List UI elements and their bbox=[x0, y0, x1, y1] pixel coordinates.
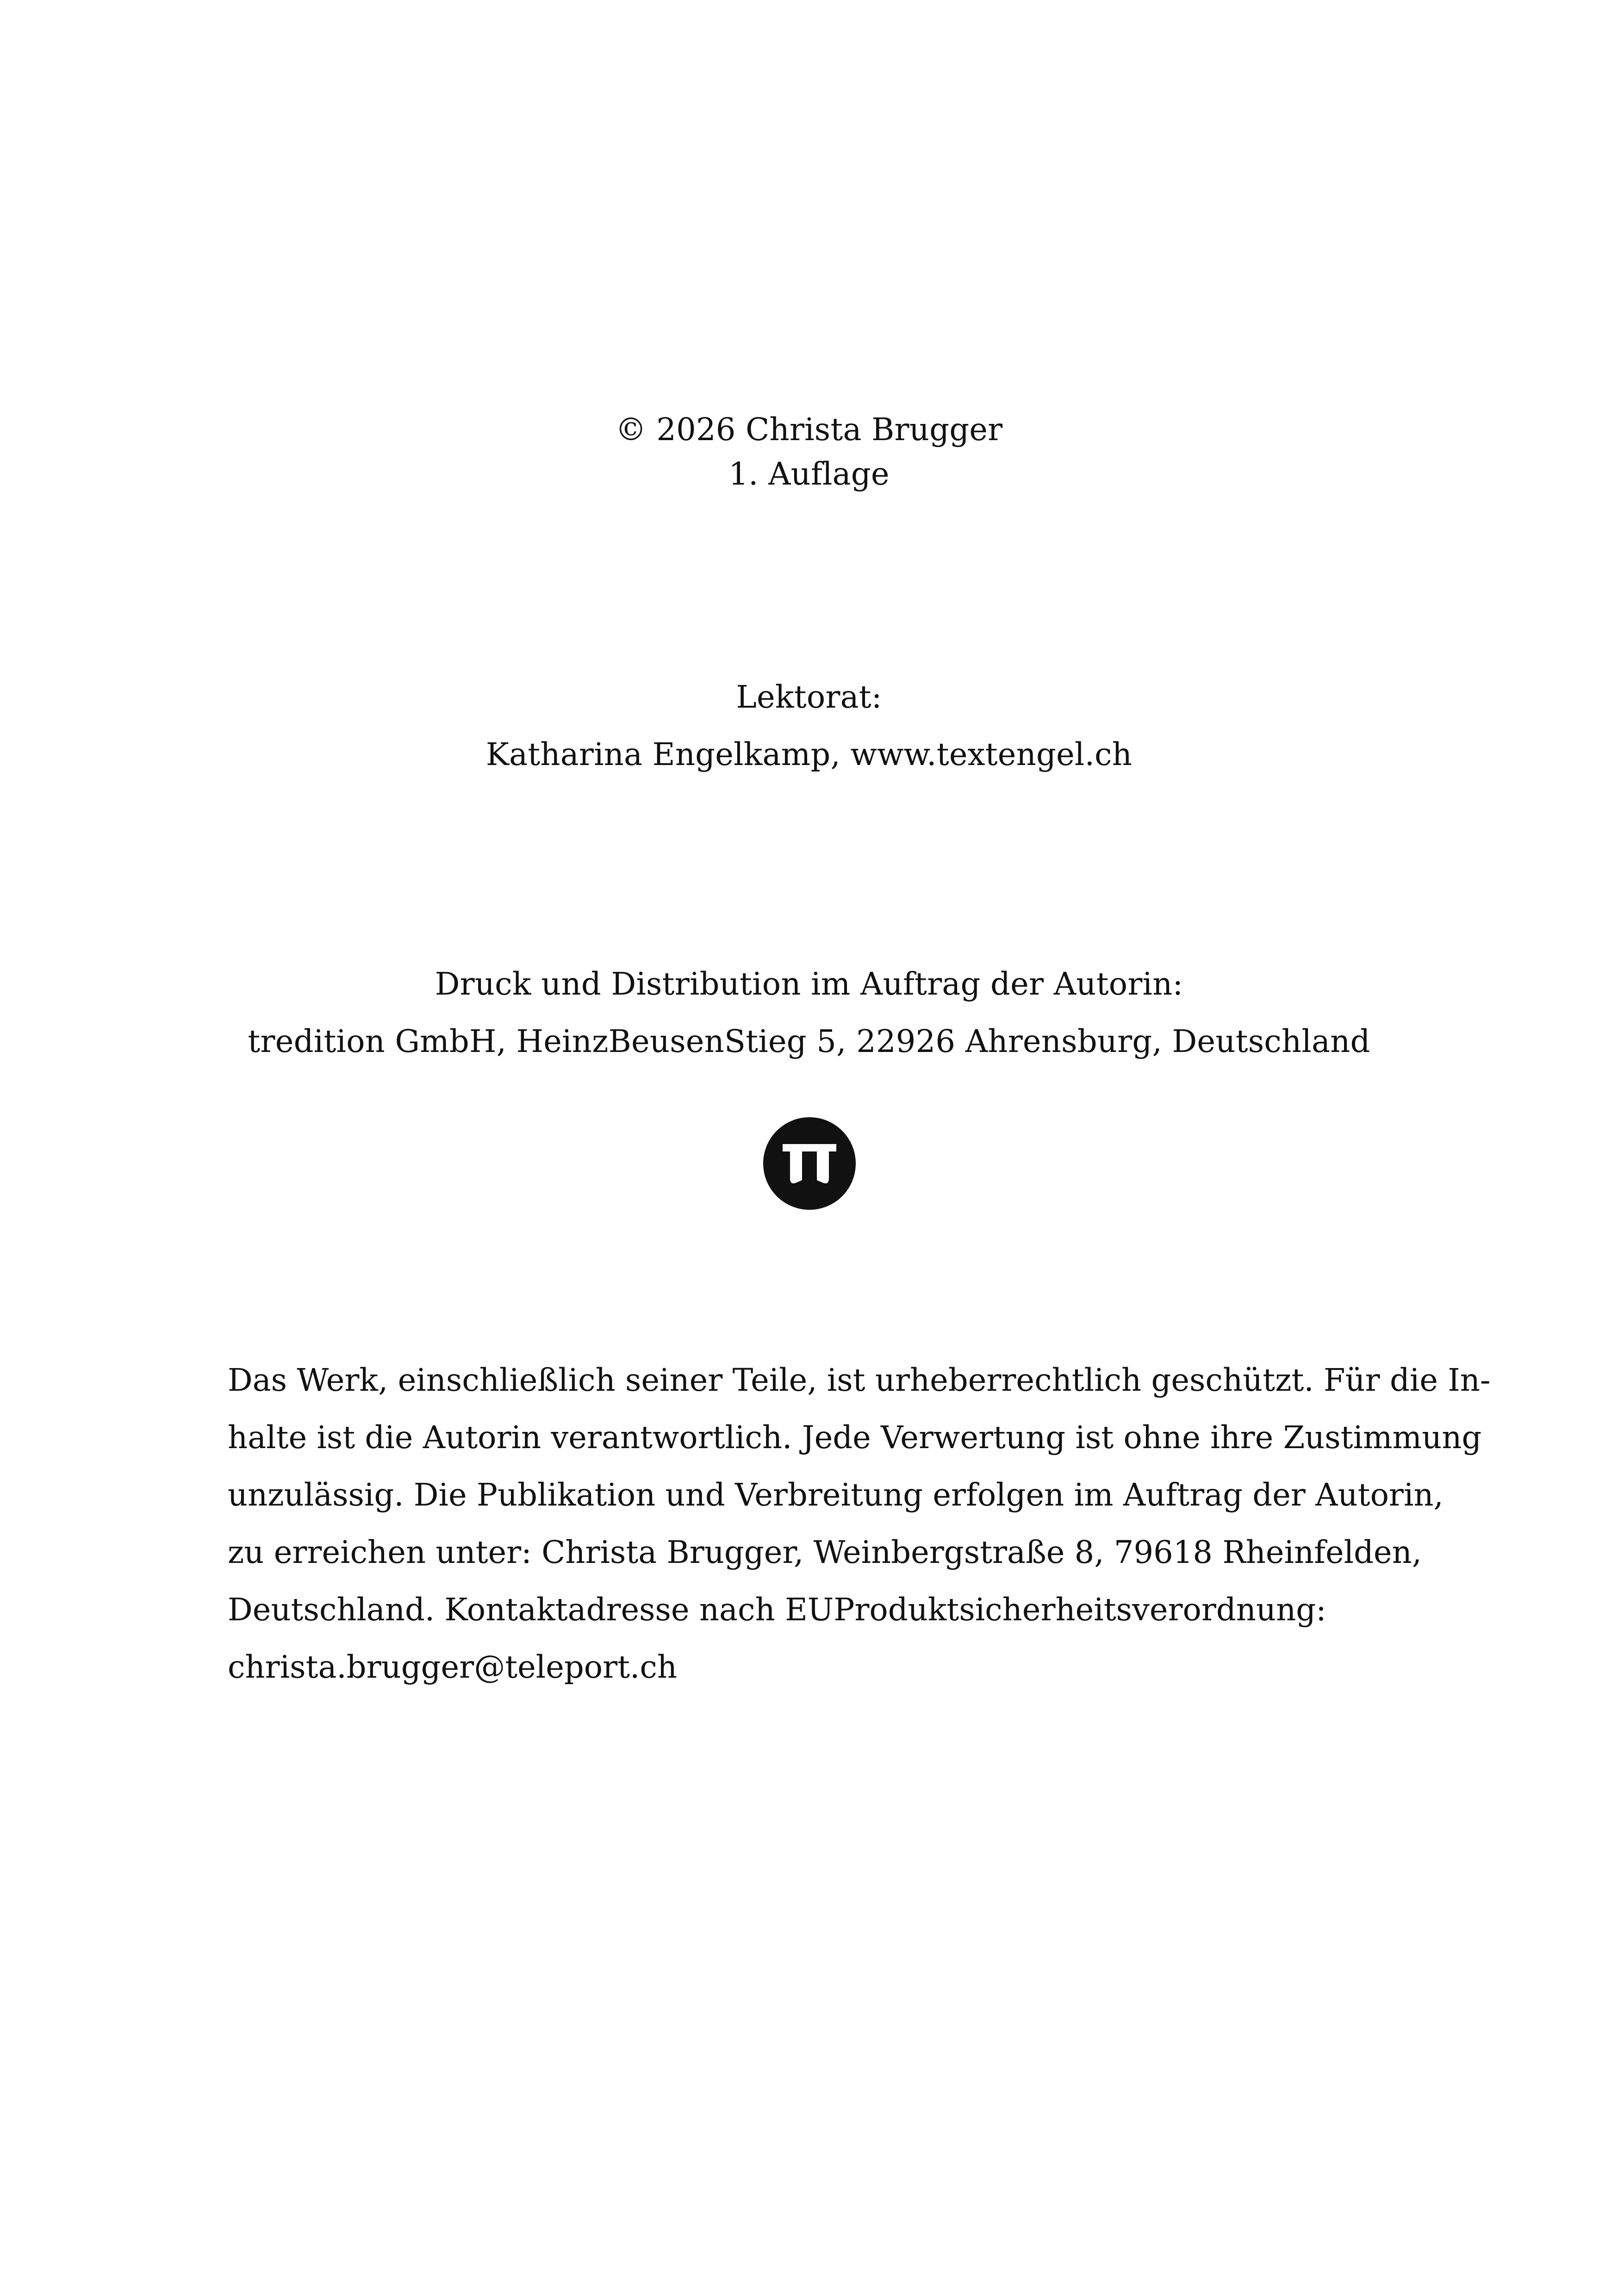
lektorat-block bbox=[0, 668, 1618, 783]
printing-label: Druck und Distribution im Auftrag der Autorin: bbox=[435, 966, 1183, 1002]
contact-email: christa.brugger@teleport.ch bbox=[228, 1649, 678, 1685]
tredition-logo-icon bbox=[763, 1117, 856, 1210]
legal-line: Deutschland. Kontaktadresse nach EUProduktsicherheitsverordnung: bbox=[228, 1592, 1326, 1628]
lektorat-value: Katharina Engelkamp, www.textengel.ch bbox=[485, 736, 1133, 772]
lektorat-label: Lektorat: bbox=[736, 679, 882, 715]
printing-block bbox=[0, 955, 1618, 1070]
copyright-block bbox=[0, 407, 1618, 496]
legal-line: zu erreichen unter: Christa Brugger, Weinbergstraße 8, 79618 Rheinfelden, bbox=[228, 1534, 1422, 1570]
legal-notice bbox=[228, 1351, 1491, 1696]
copyright-line: © 2026 Christa Brugger bbox=[615, 411, 1003, 448]
legal-line: unzulässig. Die Publikation und Verbreitung erfolgen im Auftrag der Autorin, bbox=[228, 1477, 1444, 1513]
legal-line: Das Werk, einschließlich seiner Teile, ist urheberrechtlich geschützt. Für die In- bbox=[228, 1362, 1491, 1398]
edition-line: 1. Auflage bbox=[728, 456, 890, 492]
printing-address: tredition GmbH, HeinzBeusenStieg 5, 22926 Ahrensburg, Deutschland bbox=[248, 1023, 1370, 1059]
legal-line: halte ist die Autorin verantwortlich. Jede Verwertung ist ohne ihre Zustimmung bbox=[228, 1419, 1482, 1456]
